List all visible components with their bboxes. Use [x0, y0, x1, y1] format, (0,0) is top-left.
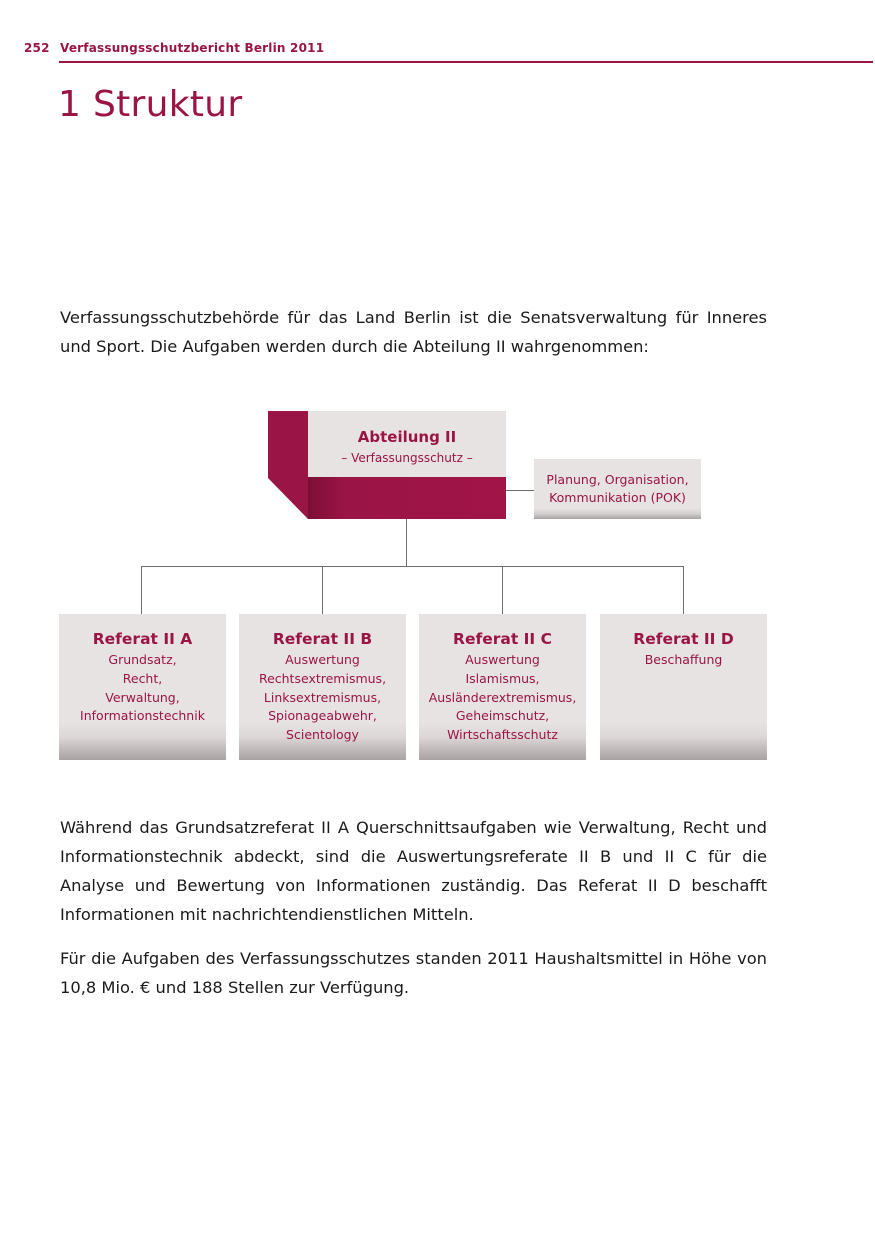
- staff-unit-box: [534, 459, 701, 519]
- unit-description-line: Recht,: [122, 670, 163, 686]
- body-paragraph: Während das Grundsatzreferat II A Querschnittsaufgaben wie Verwaltung, Recht und Informationstechnik abdeckt, sind die Auswertungsreferate II B und II C für die Analyse und Bewertung von Informationen zuständig. Das Referat II D beschafft Informationen mit nachrichtendienstlichen Mitteln.: [60, 818, 767, 924]
- staff-unit-label: [534, 471, 701, 507]
- unit-description-line: Ausländerextremismus,: [428, 689, 577, 705]
- unit-description-line: Geheimschutz,: [455, 708, 550, 724]
- unit-description-line: Verwaltung,: [105, 689, 180, 705]
- unit-description-line: Auswertung: [465, 652, 540, 667]
- unit-box-ii-a: [59, 614, 226, 760]
- connector-unit-d: [683, 566, 684, 614]
- intro-paragraph: Verfassungsschutzbehörde für das Land Berlin ist die Senatsverwaltung für Inneres und Sport. Die Aufgaben werden durch die Abteilung II wahrgenommen:: [60, 308, 767, 356]
- connector-bus: [141, 566, 684, 567]
- unit-description-line: Spionageabwehr,: [268, 708, 377, 724]
- unit-description-line: Informationstechnik: [80, 708, 205, 724]
- connector-unit-b: [322, 566, 323, 614]
- unit-description-line: Grundsatz,: [108, 652, 177, 667]
- unit-description-line: Islamismus,: [465, 670, 540, 686]
- chapter-title: 1 Struktur: [58, 84, 243, 125]
- unit-description-line: Rechtsextremismus,: [258, 670, 387, 686]
- unit-description-line: Wirtschaftsschutz: [447, 727, 558, 743]
- unit-description-line: Scientology: [286, 727, 359, 743]
- unit-box-ii-b: [239, 614, 406, 760]
- unit-box-ii-c: [419, 614, 586, 760]
- unit-box-ii-d: [600, 614, 767, 760]
- department-subtitle: – Verfassungsschutz –: [341, 451, 473, 465]
- unit-description: [59, 651, 226, 726]
- department-title: Abteilung II: [357, 428, 457, 446]
- connector-unit-a: [141, 566, 142, 614]
- unit-description-line: Auswertung: [285, 652, 360, 667]
- unit-title: Referat II C: [453, 630, 552, 648]
- unit-title: Referat II D: [633, 630, 734, 648]
- header-rule: [59, 61, 873, 63]
- connector-staff: [506, 490, 534, 491]
- unit-description: [239, 651, 406, 745]
- unit-title: Referat II A: [92, 630, 193, 648]
- connector-trunk: [406, 519, 407, 566]
- body-paragraph: Für die Aufgaben des Verfassungsschutzes standen 2011 Haushaltsmittel in Höhe von 10,8 Mio. € und 188 Stellen zur Verfügung.: [60, 949, 767, 997]
- staff-unit-line: Kommunikation (POK): [549, 490, 686, 505]
- connector-unit-c: [502, 566, 503, 614]
- page-number: 252: [24, 41, 50, 55]
- unit-description: [600, 651, 767, 670]
- unit-title: Referat II B: [272, 630, 373, 648]
- unit-description-line: Linksextremismus,: [263, 689, 382, 705]
- unit-description: [419, 651, 586, 745]
- running-title: Verfassungsschutzbericht Berlin 2011: [60, 41, 325, 55]
- staff-unit-line: Planung, Organisation,: [546, 472, 689, 487]
- unit-description-line: Beschaffung: [644, 652, 723, 667]
